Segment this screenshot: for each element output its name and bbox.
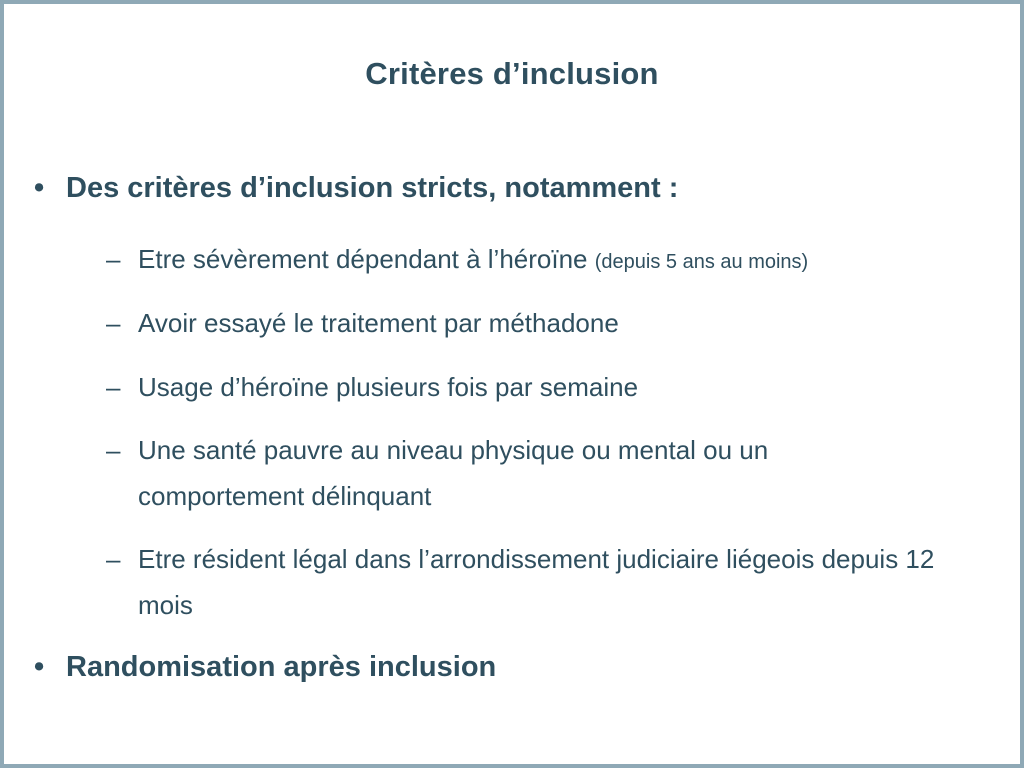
sub-bullet-item <box>106 427 906 519</box>
bullet-item <box>34 172 678 205</box>
sub-bullet-text: Avoir essayé le traitement par méthadone <box>138 308 619 338</box>
sub-bullet-item <box>106 364 986 410</box>
sub-bullet-text: Usage d’héroïne plusieurs fois par semaine <box>138 372 639 402</box>
bullet-marker: • <box>34 172 45 204</box>
sub-bullet-note: (depuis 5 ans au moins) <box>594 251 809 273</box>
sub-bullet-text: Etre résident légal dans l’arrondissement judiciaire liégeois depuis 12 mois <box>138 544 935 620</box>
sub-bullet-item <box>106 300 986 346</box>
dash-marker: – <box>106 372 121 402</box>
dash-marker: – <box>106 244 121 274</box>
bullet-marker: • <box>34 651 45 683</box>
sub-bullet-item <box>106 236 986 285</box>
dash-marker: – <box>106 308 121 338</box>
bullet-text: Des critères d’inclusion stricts, notamment : <box>66 172 679 204</box>
slide-title: Critères d’inclusion <box>365 56 659 91</box>
dash-marker: – <box>106 435 121 465</box>
sub-bullet-text: Une santé pauvre au niveau physique ou mental ou un comportement délinquant <box>138 435 769 511</box>
bullet-text: Randomisation après inclusion <box>66 651 497 683</box>
dash-marker: – <box>106 544 121 574</box>
sub-bullet-item <box>106 536 956 628</box>
bullet-item <box>34 651 496 684</box>
sub-bullet-text: Etre sévèrement dépendant à l’héroïne <box>138 244 588 274</box>
